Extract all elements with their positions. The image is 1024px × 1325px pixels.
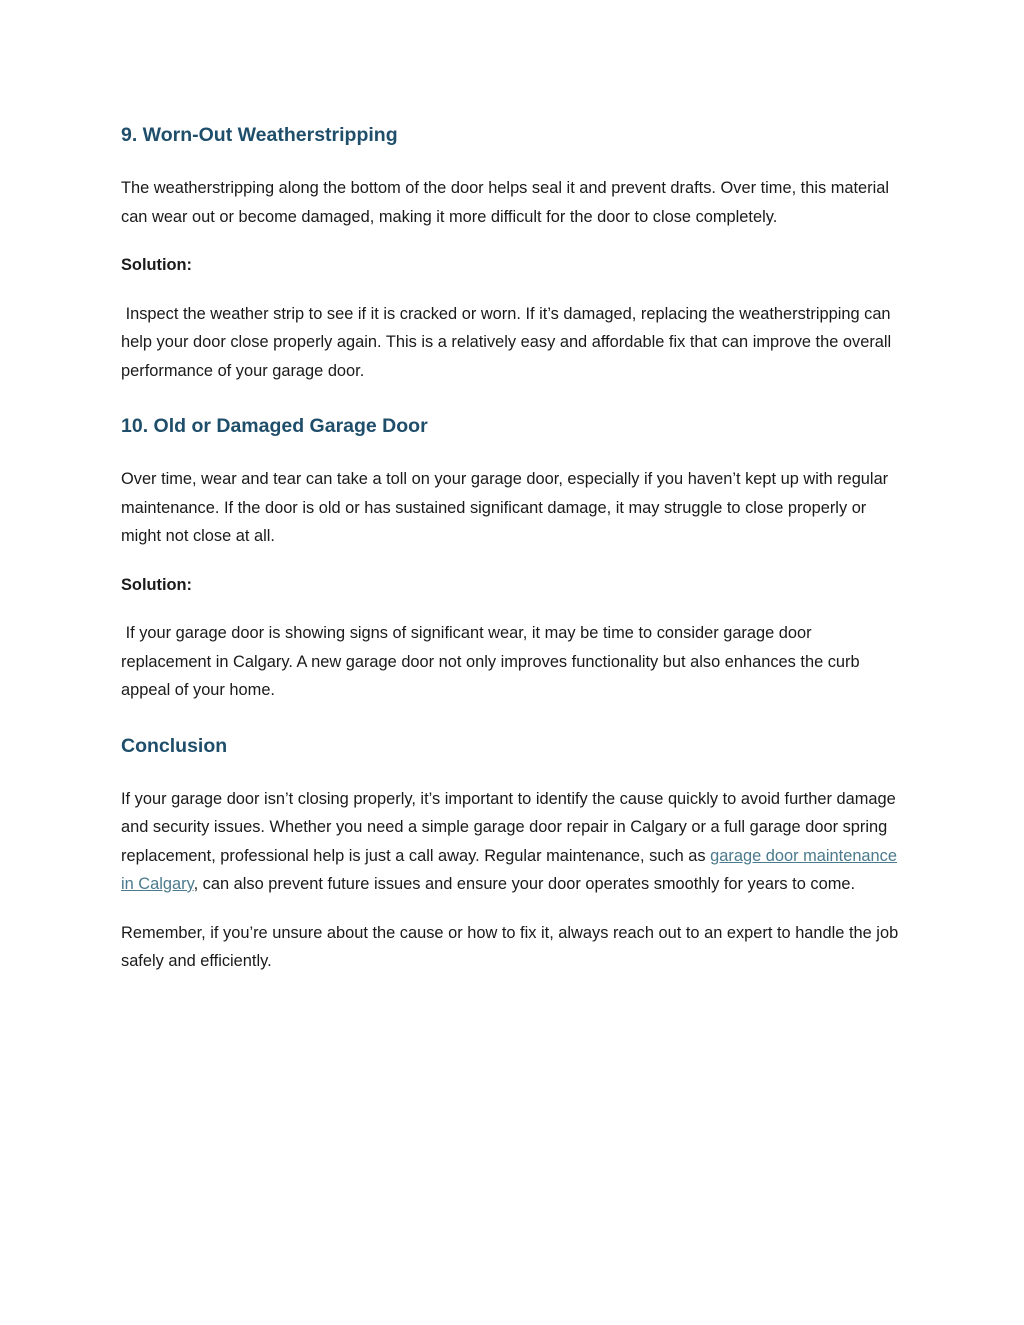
solution-text-weatherstripping: Inspect the weather strip to see if it is cracked or worn. If it’s damaged, replacing the weatherstripping can help your door close properly again. This is a relatively easy and affordable fix that can improve the overall performance of your garage door. xyxy=(121,304,896,380)
maintenance-link[interactable]: garage door maintenance in Calgary xyxy=(121,846,897,893)
solution-label: Solution: xyxy=(121,256,193,274)
conclusion-text-start: If your garage door isn’t closing properly, it’s important to identify the cause quickly to avoid further damage and security issues. Whether you need a simple garage door repair in Calgary or a full garage door spring replacement, professional help is just a call away. Regular maintenance, such as xyxy=(121,789,896,865)
solution-label: Solution: xyxy=(121,575,193,594)
section-heading-weatherstripping: 9. Worn-Out Weatherstripping xyxy=(121,124,398,146)
section-heading-old-door: 10. Old or Damaged Garage Door xyxy=(121,415,428,437)
conclusion-paragraph xyxy=(121,785,906,899)
conclusion-text-end: , can also prevent future issues and ensure your door operates smoothly for years to come. xyxy=(193,875,856,893)
section-body-old-door: Over time, wear and tear can take a toll on your garage door, especially if you haven’t kept up with regular maintenance. If the door is old or has sustained significant damage, it may struggle to close properly or might not close at all. xyxy=(121,470,889,545)
section-body-weatherstripping: The weatherstripping along the bottom of the door helps seal it and prevent drafts. Over time, this material can wear out or become damaged, making it more difficult for the door to close completely. xyxy=(121,179,890,226)
closing-paragraph: Remember, if you’re unsure about the cause or how to fix it, always reach out to an expert to handle the job safely and efficiently. xyxy=(121,923,899,970)
solution-text-old-door: If your garage door is showing signs of significant wear, it may be time to consider garage door replacement in Calgary. A new garage door not only improves functionality but also enhances the curb appeal of your home. xyxy=(121,624,865,699)
conclusion-heading: Conclusion xyxy=(121,734,228,757)
document-page xyxy=(121,120,906,976)
